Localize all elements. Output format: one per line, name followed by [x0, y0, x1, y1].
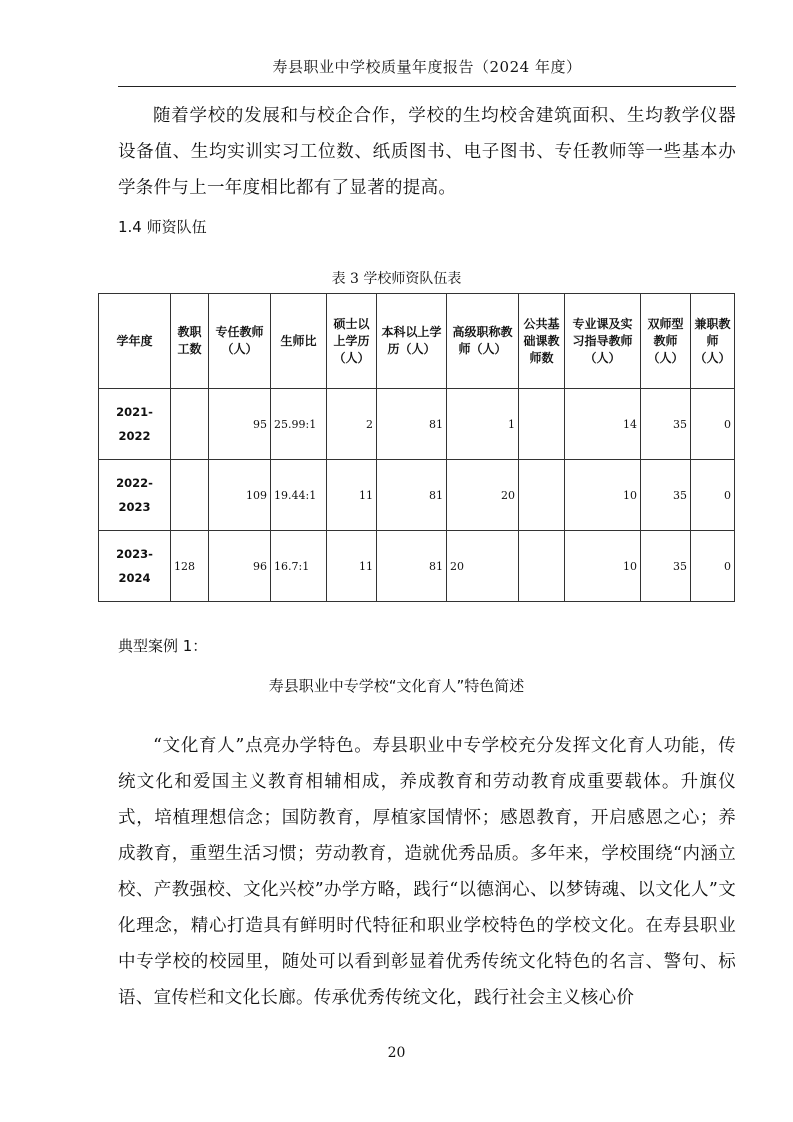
cell-staff: 128 — [171, 531, 209, 602]
cell-year: 2021-2022 — [99, 389, 171, 460]
cell-fulltime: 109 — [209, 460, 271, 531]
cell-basic — [519, 460, 565, 531]
cell-basic — [519, 389, 565, 460]
cell-senior: 1 — [447, 389, 519, 460]
cell-senior: 20 — [447, 460, 519, 531]
cell-master: 11 — [327, 531, 377, 602]
intro-paragraph: 随着学校的发展和与校企合作，学校的生均校舍建筑面积、生均教学仪器设备值、生均实训实习工位数、纸质图书、电子图书、专任教师等一些基本办学条件与上一年度相比都有了显著的提高。 — [118, 106, 736, 198]
cell-senior: 20 — [447, 531, 519, 602]
cell-bachelor: 81 — [377, 531, 447, 602]
table-row — [99, 389, 735, 460]
cell-professional: 10 — [565, 531, 641, 602]
cell-ratio: 25.99:1 — [271, 389, 327, 460]
table-caption: 表 3 学校师资队伍表 — [331, 271, 462, 287]
cell-professional: 14 — [565, 389, 641, 460]
section-heading: 1.4 师资队伍 — [118, 218, 207, 236]
header-dual: 双师型 教师（人） — [641, 294, 691, 389]
header-rule — [118, 86, 736, 87]
cell-dual: 35 — [641, 460, 691, 531]
cell-ratio: 19.44:1 — [271, 460, 327, 531]
cell-ratio: 16.7:1 — [271, 531, 327, 602]
cell-parttime: 0 — [691, 531, 735, 602]
case-paragraph: “文化育人”点亮办学特色。寿县职业中专学校充分发挥文化育人功能，传统文化和爱国主义教育相辅相成，养成教育和劳动教育成重要载体。升旗仪式，培植理想信念；国防教育，厚植家国情怀；感恩教育，开启感恩之心；养成教育，重塑生活习惯；劳动教育，造就优秀品质。多年来，学校围绕“内涵立校、产教强校、文化兴校”办学方略，践行“以德润心、以梦铸魂、以文化人”文化理念，精心打造具有鲜明时代特征和职业学校特色的学校文化。在寿县职业中专学校的校园里，随处可以看到彰显着优秀传统文化特色的名言、警句、标语、宣传栏和文化长廊。传承优秀传统文化，践行社会主义核心价 — [118, 736, 736, 1008]
header-basic: 公共基础课教师数 — [519, 294, 565, 389]
cell-fulltime: 95 — [209, 389, 271, 460]
table-row — [99, 531, 735, 602]
header-master: 硕士以上学历（人） — [327, 294, 377, 389]
page-number: 20 — [387, 1045, 406, 1061]
header-professional: 专业课及实习指导教师（人） — [565, 294, 641, 389]
case-heading: 典型案例 1： — [118, 637, 208, 655]
cell-master: 2 — [327, 389, 377, 460]
cell-professional: 10 — [565, 460, 641, 531]
cell-fulltime: 96 — [209, 531, 271, 602]
cell-staff — [171, 460, 209, 531]
cell-master: 11 — [327, 460, 377, 531]
header-year: 学年度 — [99, 294, 171, 389]
table-row — [99, 460, 735, 531]
cell-bachelor: 81 — [377, 389, 447, 460]
header-senior: 高级职称教师（人） — [447, 294, 519, 389]
cell-year: 2023-2024 — [99, 531, 171, 602]
running-header: 寿县职业中学校质量年度报告（2024 年度） — [272, 58, 582, 76]
header-bachelor: 本科以上学历（人） — [377, 294, 447, 389]
header-ratio: 生师比 — [271, 294, 327, 389]
cell-dual: 35 — [641, 389, 691, 460]
table-header-row — [99, 294, 735, 389]
staff-table — [98, 293, 735, 602]
cell-parttime: 0 — [691, 389, 735, 460]
header-staff: 教职工数 — [171, 294, 209, 389]
header-parttime: 兼职教师（人） — [691, 294, 735, 389]
header-fulltime: 专任教师（人） — [209, 294, 271, 389]
cell-year: 2022-2023 — [99, 460, 171, 531]
case-title: 寿县职业中专学校“文化育人”特色简述 — [268, 677, 525, 695]
cell-dual: 35 — [641, 531, 691, 602]
cell-basic — [519, 531, 565, 602]
cell-parttime: 0 — [691, 460, 735, 531]
cell-bachelor: 81 — [377, 460, 447, 531]
cell-staff — [171, 389, 209, 460]
